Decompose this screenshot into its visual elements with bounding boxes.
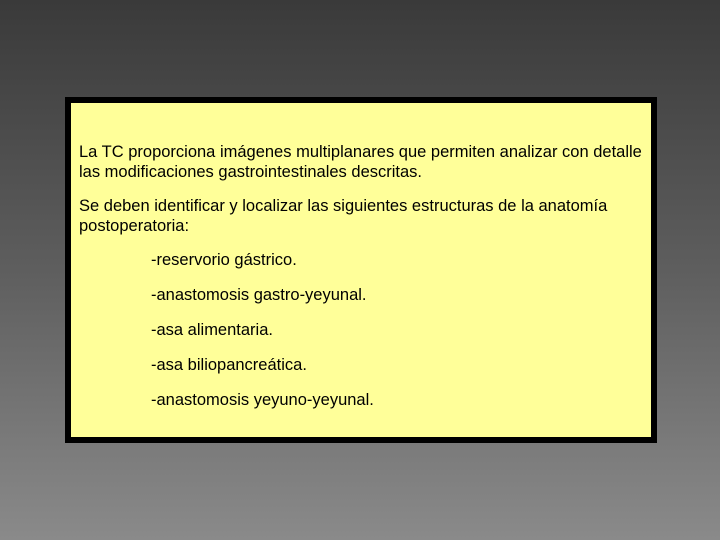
list-item: -anastomosis yeyuno-yeyunal. [151,391,374,409]
list-item: -reservorio gástrico. [151,251,297,269]
list-item: -anastomosis gastro-yeyunal. [151,286,367,304]
paragraph-structures: Se deben identificar y localizar las siguientes estructuras de la anatomía postoperatoria: [79,197,608,235]
paragraph-intro: La TC proporciona imágenes multiplanares que permiten analizar con detalle las modificaciones gastrointestinales descritas. [79,143,642,181]
structure-list [79,250,645,410]
list-item: -asa biliopancreática. [151,356,307,374]
text-content [79,142,645,425]
text-box [65,97,657,443]
list-item: -asa alimentaria. [151,321,273,339]
